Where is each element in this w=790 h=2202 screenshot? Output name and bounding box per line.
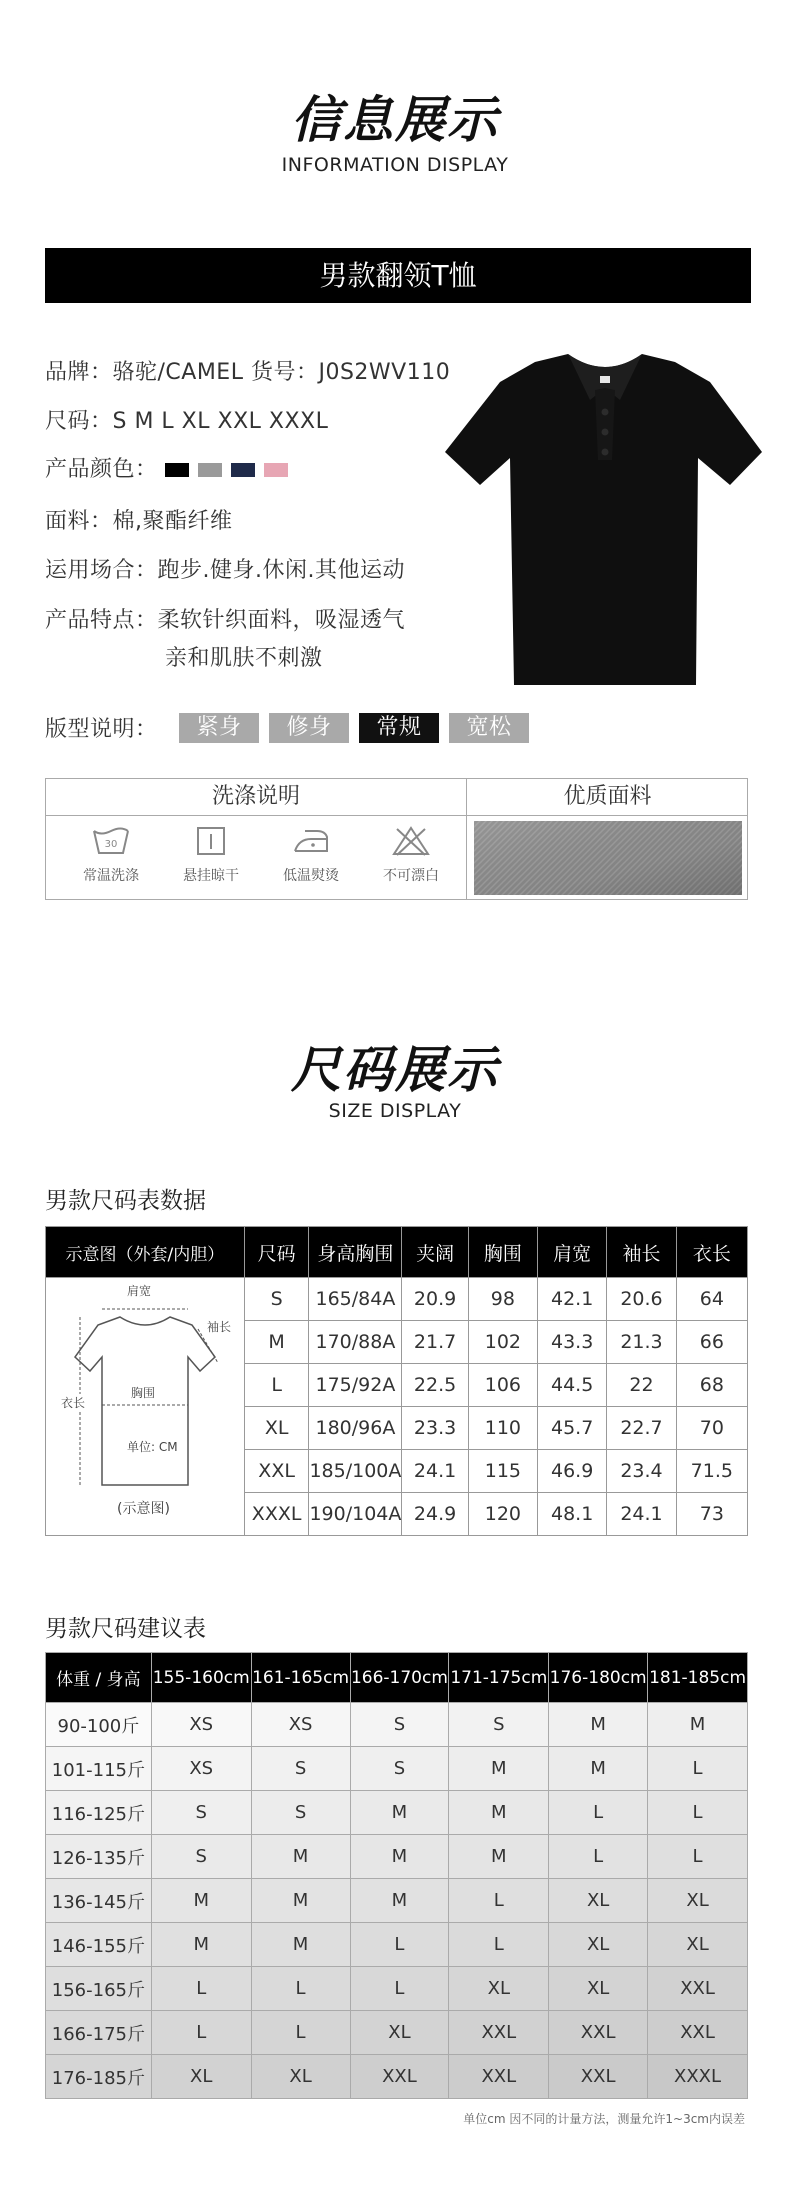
table-cell: XXL (449, 2055, 549, 2099)
table-cell: L (449, 1879, 549, 1923)
recommend-header-cell: 181-185cm (648, 1653, 748, 1703)
table-cell: M (251, 1879, 350, 1923)
recommend-header-cell: 171-175cm (449, 1653, 549, 1703)
recommend-header-cell: 155-160cm (151, 1653, 251, 1703)
size-recommend-table (45, 1652, 748, 2099)
table-cell: XL (549, 1879, 648, 1923)
table-cell: L (648, 1835, 748, 1879)
measurement-diagram-cell (46, 1278, 245, 1536)
table-cell: 175/92A (309, 1364, 402, 1407)
care-item-iron (261, 825, 361, 885)
table-cell: M (151, 1879, 251, 1923)
table-cell: L (151, 2011, 251, 2055)
size-header-cell: 夹阔 (402, 1227, 468, 1278)
table-cell: M (449, 1791, 549, 1835)
table-cell: XL (251, 2055, 350, 2099)
weight-cell: 156-165斤 (46, 1967, 152, 2011)
fabric-texture-image (474, 821, 742, 895)
fabric-header: 优质面料 (467, 779, 748, 816)
table-cell: 190/104A (309, 1493, 402, 1536)
wash-30-icon (91, 825, 131, 857)
table-cell: 42.1 (537, 1278, 606, 1321)
table-cell: 98 (468, 1278, 537, 1321)
product-banner: 男款翻领T恤 (45, 248, 751, 303)
table-cell: M (251, 1835, 350, 1879)
table-cell: 64 (676, 1278, 747, 1321)
table-cell: XXL (549, 2055, 648, 2099)
fit-option-0: 紧身 (179, 713, 259, 743)
table-cell: M (251, 1923, 350, 1967)
table-cell: 70 (676, 1407, 747, 1450)
weight-cell: 146-155斤 (46, 1923, 152, 1967)
table-cell: XXXL (648, 2055, 748, 2099)
care-item-bleach (361, 825, 461, 885)
table-cell: S (151, 1791, 251, 1835)
table-cell: 106 (468, 1364, 537, 1407)
table-cell: 23.3 (402, 1407, 468, 1450)
table-cell: XXL (648, 2011, 748, 2055)
table-row (46, 1835, 748, 1879)
size-header-cell: 肩宽 (537, 1227, 606, 1278)
table-cell: 23.4 (607, 1450, 676, 1493)
table-cell: M (350, 1835, 449, 1879)
table-cell: S (251, 1747, 350, 1791)
table-cell: XL (350, 2011, 449, 2055)
measurement-footnote: 单位cm 因不同的计量方法，测量允许1~3cm内误差 (463, 2112, 745, 2126)
table-cell: M (549, 1703, 648, 1747)
table-cell: XXXL (244, 1493, 309, 1536)
table-cell: 45.7 (537, 1407, 606, 1450)
low-iron-icon (291, 825, 331, 857)
table-cell: L (244, 1364, 309, 1407)
table-cell: XXL (648, 1967, 748, 2011)
table-row (46, 1791, 748, 1835)
diagram-caption: (示意图) (116, 1498, 171, 1518)
table-cell: 120 (468, 1493, 537, 1536)
color-swatch-3[interactable] (264, 463, 288, 477)
table-cell: XL (648, 1923, 748, 1967)
table-cell: 21.3 (607, 1321, 676, 1364)
table-cell: L (151, 1967, 251, 2011)
size-header-cell: 尺码 (244, 1227, 309, 1278)
table-cell: 24.1 (402, 1450, 468, 1493)
size-header-cell: 袖长 (607, 1227, 676, 1278)
table-cell: 110 (468, 1407, 537, 1450)
fit-option-1: 修身 (269, 713, 349, 743)
fit-options (179, 715, 539, 740)
weight-cell: 166-175斤 (46, 2011, 152, 2055)
diagram-shoulder-label: 肩宽 (127, 1284, 152, 1298)
table-cell: 48.1 (537, 1493, 606, 1536)
diagram-length-label: 衣长 (61, 1396, 86, 1410)
table-cell: XL (549, 1923, 648, 1967)
table-cell: XL (244, 1407, 309, 1450)
info-section-subtitle: INFORMATION DISPLAY (281, 154, 509, 176)
occasion-line: 运用场合：跑步.健身.休闲.其他运动 (45, 558, 405, 583)
care-item-hang (161, 825, 261, 885)
table-cell: XXL (449, 2011, 549, 2055)
recommend-header-cell: 176-180cm (549, 1653, 648, 1703)
table-cell: M (549, 1747, 648, 1791)
table-cell: L (549, 1835, 648, 1879)
fit-option-2: 常规 (359, 713, 439, 743)
weight-cell: 116-125斤 (46, 1791, 152, 1835)
color-swatch-1[interactable] (198, 463, 222, 477)
table-cell: M (449, 1747, 549, 1791)
table-cell: L (350, 1967, 449, 2011)
size-header-cell: 身高胸围 (309, 1227, 402, 1278)
recommend-header-cell: 161-165cm (251, 1653, 350, 1703)
table-cell: L (251, 1967, 350, 2011)
table-cell: M (151, 1923, 251, 1967)
table-cell: 102 (468, 1321, 537, 1364)
table-cell: 170/88A (309, 1321, 402, 1364)
table-row (46, 2011, 748, 2055)
svg-text:30: 30 (104, 839, 118, 850)
polo-shirt-image (440, 340, 770, 700)
diagram-unit-label: 单位: CM (127, 1440, 178, 1454)
color-swatches (165, 457, 297, 482)
fit-option-3: 宽松 (449, 713, 529, 743)
table-cell: XL (449, 1967, 549, 2011)
table-row (46, 1703, 748, 1747)
table-cell: XXL (244, 1450, 309, 1493)
table-cell: L (648, 1791, 748, 1835)
size-header-cell: 胸围 (468, 1227, 537, 1278)
table-cell: 43.3 (537, 1321, 606, 1364)
color-swatch-2[interactable] (231, 463, 255, 477)
table-cell: XXL (350, 2055, 449, 2099)
table-cell: XXL (549, 2011, 648, 2055)
table-cell: 44.5 (537, 1364, 606, 1407)
weight-cell: 176-185斤 (46, 2055, 152, 2099)
recommend-header-cell: 166-170cm (350, 1653, 449, 1703)
table-cell: XS (251, 1703, 350, 1747)
table-row (46, 2055, 748, 2099)
weight-cell: 126-135斤 (46, 1835, 152, 1879)
table-cell: XL (151, 2055, 251, 2099)
table-cell: 115 (468, 1450, 537, 1493)
hang-dry-icon (191, 825, 231, 857)
table-cell: S (449, 1703, 549, 1747)
recommend-header-cell: 体重 / 身高 (46, 1653, 152, 1703)
wash-instructions-header: 洗涤说明 (46, 779, 467, 816)
table-cell: L (350, 1923, 449, 1967)
table-row (46, 1747, 748, 1791)
table-cell: S (350, 1747, 449, 1791)
table-cell: XS (151, 1747, 251, 1791)
size-header-cell: 示意图（外套/内胆） (46, 1227, 245, 1278)
table-cell: M (350, 1879, 449, 1923)
recommend-header (46, 1653, 748, 1703)
table-cell: 73 (676, 1493, 747, 1536)
table-row (46, 1967, 748, 2011)
care-item-wash (61, 825, 161, 885)
size-section-title: 尺码展示 (291, 1041, 499, 1099)
table-cell: XS (151, 1703, 251, 1747)
weight-cell: 101-115斤 (46, 1747, 152, 1791)
table-cell: 22 (607, 1364, 676, 1407)
size-header-cell: 衣长 (676, 1227, 747, 1278)
recommend-table-title: 男款尺码建议表 (45, 1616, 206, 1642)
size-chart-table (45, 1226, 748, 1536)
table-cell: 165/84A (309, 1278, 402, 1321)
weight-cell: 90-100斤 (46, 1703, 152, 1747)
info-section-title: 信息展示 (291, 91, 499, 149)
color-swatch-0[interactable] (165, 463, 189, 477)
table-cell: M (350, 1791, 449, 1835)
no-bleach-icon (391, 825, 431, 857)
care-panel (45, 778, 748, 900)
weight-cell: 136-145斤 (46, 1879, 152, 1923)
care-label: 不可漂白 (383, 868, 439, 884)
care-label: 低温熨烫 (283, 868, 339, 884)
table-cell: M (648, 1703, 748, 1747)
brand-line: 品牌：骆驼/CAMEL 货号：J0S2WV110 (45, 360, 451, 385)
table-row (46, 1278, 748, 1321)
table-cell: 68 (676, 1364, 747, 1407)
size-line: 尺码：S M L XL XXL XXXL (45, 409, 329, 434)
table-cell: S (151, 1835, 251, 1879)
color-row (45, 452, 297, 483)
diagram-chest-label: 胸围 (131, 1386, 156, 1400)
table-cell: 20.6 (607, 1278, 676, 1321)
table-cell: L (251, 2011, 350, 2055)
table-cell: 20.9 (402, 1278, 468, 1321)
care-label: 常温洗涤 (83, 868, 139, 884)
table-cell: XL (648, 1879, 748, 1923)
table-cell: 46.9 (537, 1450, 606, 1493)
size-chart-header (46, 1227, 748, 1278)
diagram-sleeve-label: 袖长 (207, 1320, 232, 1334)
table-cell: 24.9 (402, 1493, 468, 1536)
table-cell: S (251, 1791, 350, 1835)
table-row (46, 1923, 748, 1967)
table-cell: 21.7 (402, 1321, 468, 1364)
table-cell: L (549, 1791, 648, 1835)
size-table-title: 男款尺码表数据 (45, 1188, 206, 1214)
table-cell: S (350, 1703, 449, 1747)
care-label: 悬挂晾干 (183, 868, 239, 884)
table-cell: 22.7 (607, 1407, 676, 1450)
fit-row (45, 712, 539, 743)
color-label: 产品颜色： (45, 457, 158, 482)
table-cell: 66 (676, 1321, 747, 1364)
fabric-line: 面料：棉,聚酯纤维 (45, 509, 233, 534)
table-cell: 180/96A (309, 1407, 402, 1450)
table-cell: M (449, 1835, 549, 1879)
table-cell: 185/100A (309, 1450, 402, 1493)
table-cell: 71.5 (676, 1450, 747, 1493)
fit-label: 版型说明： (45, 717, 158, 742)
features-line: 产品特点：柔软针织面料，吸湿透气 (45, 608, 406, 633)
table-row (46, 1879, 748, 1923)
table-cell: 22.5 (402, 1364, 468, 1407)
table-cell: M (244, 1321, 309, 1364)
table-cell: 24.1 (607, 1493, 676, 1536)
table-cell: L (449, 1923, 549, 1967)
table-cell: L (648, 1747, 748, 1791)
features-line-2: 亲和肌肤不刺激 (165, 646, 323, 671)
size-section-subtitle: SIZE DISPLAY (328, 1100, 462, 1122)
table-cell: XL (549, 1967, 648, 2011)
table-cell: S (244, 1278, 309, 1321)
